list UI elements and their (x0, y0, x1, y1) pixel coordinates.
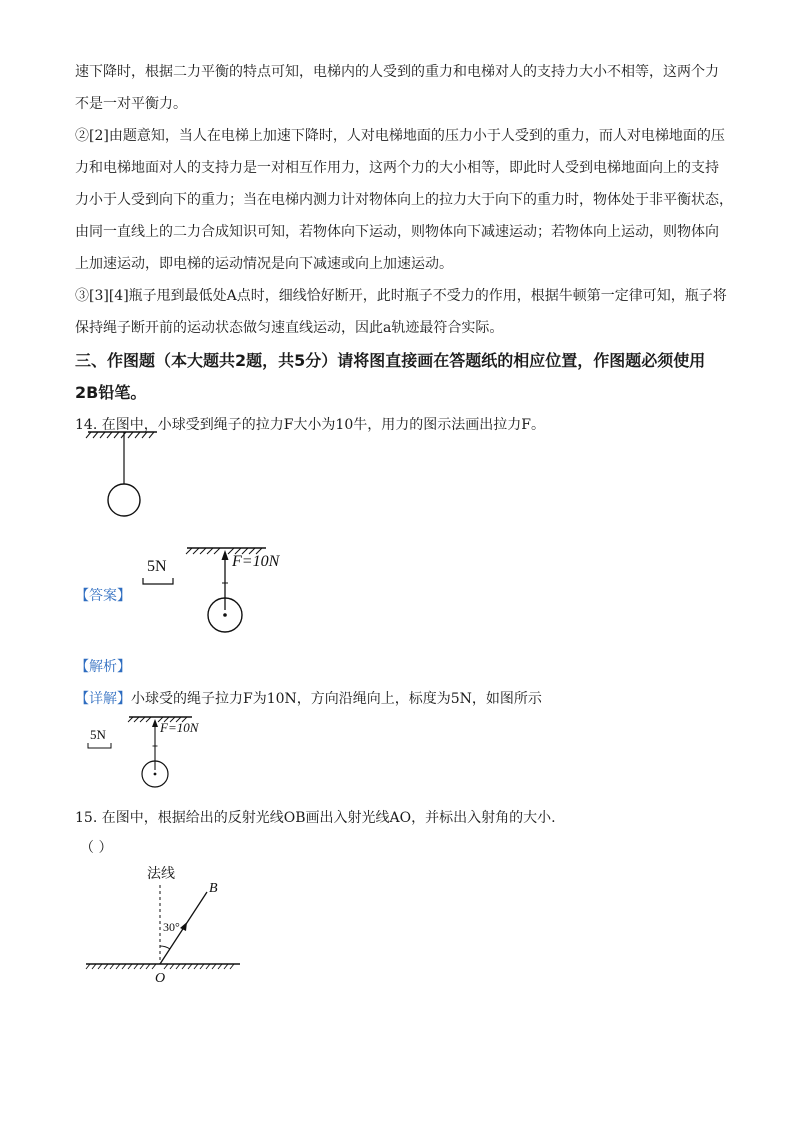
analysis-tag: 【解析】 (75, 659, 131, 675)
detail-tag: 【详解】 (75, 691, 131, 707)
q15-stem: 15. 在图中，根据给出的反射光线OB画出入射光线AO，并标出入射角的大小. (75, 810, 556, 826)
ray-arrowhead (180, 922, 187, 931)
scale-label-small: 5N (90, 727, 106, 742)
text-line-8: ③[3][4]瓶子甩到最低处A点时，细线恰好断开，此时瓶子不受力的作用，根据牛顿第一定律可知，瓶子将 (75, 288, 727, 304)
q14-question-figure (85, 428, 165, 518)
angle-label: 30° (163, 920, 180, 934)
q14-answer-figure (140, 540, 310, 635)
point-b: B (209, 881, 218, 896)
force-label: F=10N (232, 553, 280, 570)
q14-stem: 14. 在图中，小球受到绳子的拉力F大小为10牛，用力的图示法画出拉力F。 (75, 417, 545, 433)
q15-answer-blank: （ ） (80, 840, 113, 856)
q14-detail (75, 689, 542, 709)
q15-figure (82, 858, 252, 988)
normal-label: 法线 (147, 867, 175, 882)
section-heading: 三、作图题（本大题共2题，共5分）请将图直接画在答题纸的相应位置，作图题必须使用 (75, 351, 706, 370)
force-label-small: F=10N (160, 720, 199, 735)
force-arrowhead (222, 550, 229, 560)
text-line-2: 不是一对平衡力。 (75, 96, 187, 112)
section-heading-cont: 2B铅笔。 (75, 383, 147, 402)
text-line-1: 速下降时，根据二力平衡的特点可知，电梯内的人受到的重力和电梯对人的支持力大小不相等，这两个力 (75, 64, 719, 80)
angle-arc (160, 946, 170, 949)
point-o: O (155, 971, 166, 986)
detail-text: 小球受的绳子拉力F为10N，方向沿绳向上，标度为5N，如图所示 (131, 691, 542, 707)
text-line-3: ②[2]由题意知，当人在电梯上加速下降时，人对电梯地面的压力小于人受到的重力，而人对电梯地面的压 (75, 128, 725, 144)
text-line-5: 力小于人受到向下的重力；当在电梯内测力计对物体向上的拉力大于向下的重力时，物体处于非平衡状态， (75, 192, 733, 208)
text-line-9: 保持绳子断开前的运动状态做匀速直线运动，因此a轨迹最符合实际。 (75, 320, 504, 336)
answer-tag: 【答案】 (75, 588, 131, 604)
text-line-7: 上加速运动，即电梯的运动情况是向下减速或向上加速运动。 (75, 256, 453, 272)
scale-label: 5N (147, 558, 167, 575)
q14-detail-figure (85, 712, 215, 792)
text-line-6: 由同一直线上的二力合成知识可知，若物体向下运动，则物体向下减速运动；若物体向上运动，则物体向 (75, 224, 719, 240)
text-line-4: 力和电梯地面对人的支持力是一对相互作用力，这两个力的大小相等，即此时人受到电梯地面向上的支持 (75, 160, 719, 176)
